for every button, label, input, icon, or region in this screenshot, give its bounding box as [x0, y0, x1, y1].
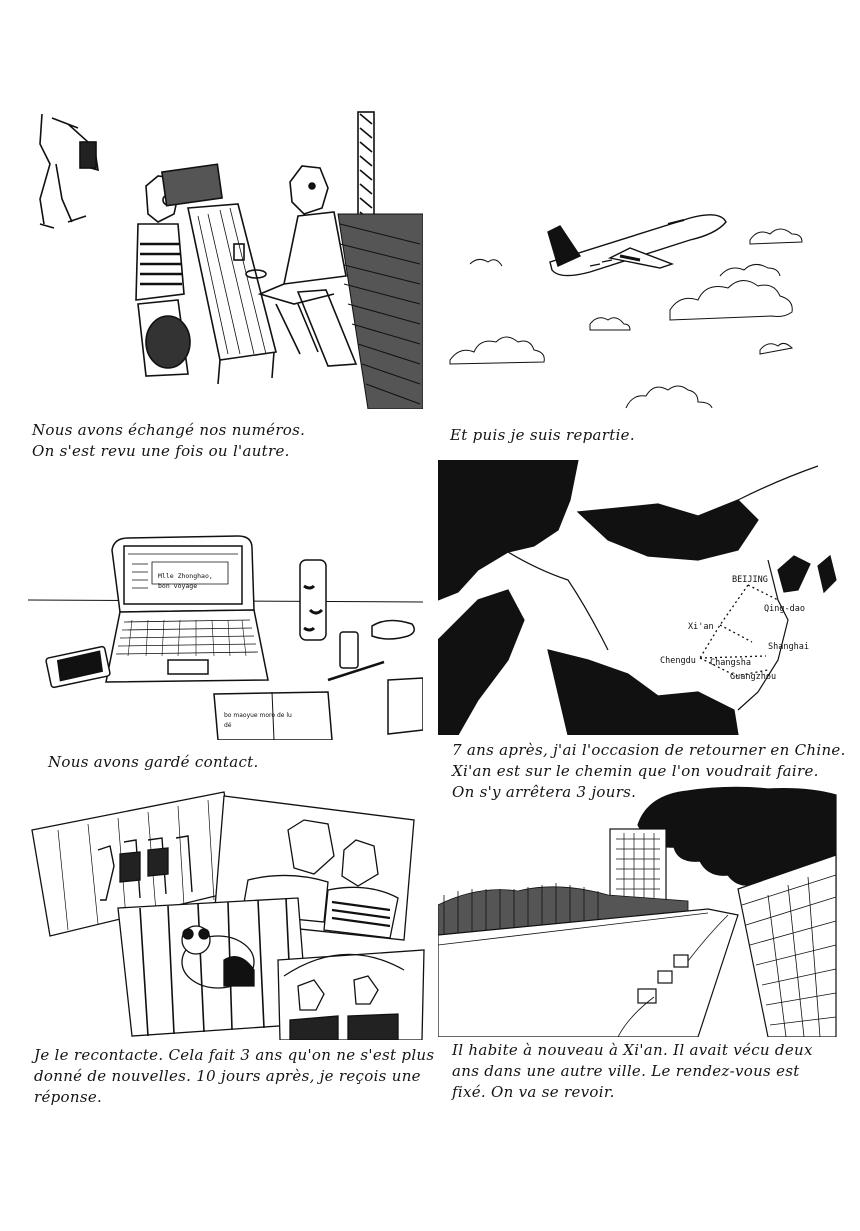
laptop: [106, 536, 268, 682]
city-label-beijing: BEIJING: [732, 575, 768, 585]
caption-line: 7 ans après, j'ai l'occasion de retourner en Chine.: [452, 741, 846, 759]
map-dark-region-southwest: [438, 590, 524, 735]
caption-photos: [34, 1045, 434, 1108]
city-label-guangzhou: Guangzhou: [730, 672, 777, 682]
city-label-changsha: Changsha: [710, 658, 751, 668]
panel-cafe: [28, 104, 423, 409]
city-label-xian: Xi'an: [688, 622, 714, 632]
caption-line: Xi'an est sur le chemin que l'on voudrait faire.: [452, 762, 819, 780]
city-label-qingdao: Qing-dao: [764, 604, 805, 614]
street-illustration: [438, 785, 838, 1037]
caption-line: On s'est revu une fois ou l'autre.: [32, 442, 290, 460]
notebook-text-line: dé: [224, 722, 232, 729]
china-map: [438, 460, 838, 735]
screen-text-line: Mlle Zhonghao,: [158, 572, 213, 580]
glasses-case: [372, 620, 414, 639]
cafe-illustration: [28, 104, 423, 409]
caption-street: [452, 1040, 813, 1103]
map-dark-region-japan: [818, 556, 836, 592]
airplane: [548, 215, 726, 276]
caption-plane: [450, 425, 635, 446]
photos-illustration: [28, 790, 428, 1040]
passerby-figure: [40, 114, 98, 228]
caption-cafe: [32, 420, 305, 462]
caption-line: ans dans une autre ville. Le rendez-vous est: [452, 1062, 800, 1080]
hedge: [338, 214, 423, 409]
caption-line: réponse.: [34, 1088, 103, 1106]
caption-line: Il habite à nouveau à Xi'an. Il avait vécu deux: [452, 1041, 813, 1059]
map-dark-region-northwest: [438, 460, 578, 600]
caption-line: fixé. On va se revoir.: [452, 1083, 615, 1101]
panel-plane: [440, 200, 835, 415]
caption-line: Je le recontacte. Cela fait 3 ans qu'on ne s'est plus: [34, 1046, 435, 1064]
thermos: [300, 560, 326, 640]
caption-line: Nous avons échangé nos numéros.: [32, 421, 306, 439]
bag: [146, 316, 190, 368]
caption-line: Et puis je suis repartie.: [450, 426, 635, 444]
laptop-illustration: [28, 530, 423, 740]
city-label-chengdu: Chengdu: [660, 656, 696, 666]
panel-map: [438, 460, 838, 735]
map-dark-region-korea: [778, 556, 810, 592]
phone-left: [46, 646, 111, 688]
caption-line: Nous avons gardé contact.: [48, 753, 259, 771]
panel-photos: [28, 790, 428, 1040]
panel-street: [438, 785, 838, 1037]
plane-illustration: [440, 200, 835, 415]
map-border: [508, 552, 608, 650]
photo-selfie: [278, 950, 424, 1040]
caption-line: donné de nouvelles. 10 jours après, je reçois une: [34, 1067, 421, 1085]
panel-laptop: [28, 530, 423, 740]
map-dark-region-mongolia: [578, 500, 758, 560]
smartphone: [340, 632, 358, 668]
screen-text-line: bon voyage: [158, 582, 198, 590]
caption-laptop: [48, 752, 259, 773]
caption-line: On s'y arrêtera 3 jours.: [452, 783, 637, 801]
notebook-text-line: bo maoyue moro de lu: [224, 712, 292, 719]
city-label-shanghai: Shanghai: [768, 642, 809, 652]
